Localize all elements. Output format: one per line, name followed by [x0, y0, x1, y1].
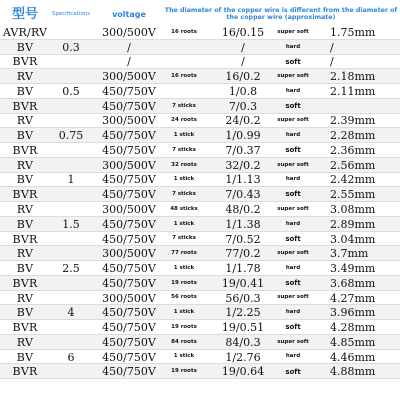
model-cell: BVR: [12, 365, 38, 379]
strand-count-cell: 84 roots: [171, 338, 197, 345]
strand-count-cell: 1 stick: [173, 132, 195, 139]
outer-diameter-cell: 2.11mm: [330, 84, 376, 98]
specification-cell: 0.75: [58, 129, 84, 143]
model-cell: RV: [16, 247, 34, 261]
specification-cell: 6: [67, 350, 75, 364]
softness-cell: super soft: [277, 294, 309, 301]
outer-diameter-cell: 2.56mm: [330, 158, 376, 172]
outer-diameter-cell: /: [330, 40, 334, 54]
outer-diameter-cell: 3.49mm: [330, 262, 376, 276]
softness-cell: super soft: [277, 28, 309, 35]
voltage-cell: 450/750V: [102, 262, 156, 276]
specification-cell: 1: [67, 173, 75, 187]
outer-diameter-cell: 2.36mm: [330, 143, 376, 157]
model-cell: AVR/RV: [2, 25, 48, 39]
model-cell: BV: [16, 262, 34, 276]
softness-cell: super soft: [277, 117, 309, 124]
strand-count-cell: 19 roots: [171, 323, 197, 330]
voltage-cell: 300/500V: [102, 247, 156, 261]
softness-cell: soft: [285, 101, 301, 110]
voltage-cell: 300/500V: [102, 202, 156, 216]
model-cell: BVR: [12, 276, 38, 290]
strand-count-cell: 7 sticks: [172, 235, 196, 242]
model-cell: RV: [16, 202, 34, 216]
voltage-cell: 450/750V: [102, 84, 156, 98]
wire-diameter-cell: 56/0.3: [225, 291, 261, 305]
specification-cell: 1.5: [62, 217, 80, 231]
softness-cell: soft: [285, 57, 301, 66]
voltage-cell: 300/500V: [102, 70, 156, 84]
outer-diameter-cell: 4.28mm: [330, 321, 376, 335]
softness-cell: hard: [285, 220, 301, 227]
softness-cell: super soft: [277, 205, 309, 212]
outer-diameter-cell: 4.46mm: [330, 350, 376, 364]
outer-diameter-cell: 2.55mm: [330, 188, 376, 202]
wire-diameter-cell: 77/0.2: [225, 247, 261, 261]
model-cell: RV: [16, 335, 34, 349]
voltage-cell: 300/500V: [102, 291, 156, 305]
voltage-cell: 450/750V: [102, 99, 156, 113]
strand-count-cell: [160, 40, 208, 55]
voltage-cell: /: [127, 40, 131, 54]
voltage-cell: 300/500V: [102, 158, 156, 172]
voltage-cell: /: [127, 55, 131, 69]
model-cell: BV: [16, 350, 34, 364]
softness-cell: soft: [285, 146, 301, 155]
softness-cell: hard: [285, 176, 301, 183]
model-cell: RV: [16, 291, 34, 305]
outer-diameter-cell: 1.75mm: [330, 25, 376, 39]
wire-diameter-cell: 1/1.78: [225, 262, 261, 276]
softness-cell: hard: [285, 132, 301, 139]
strand-count-cell: 7 sticks: [172, 146, 196, 153]
outer-diameter-cell: 2.28mm: [330, 129, 376, 143]
wire-diameter-cell: 19/0.51: [221, 321, 265, 335]
wire-diameter-cell: /: [241, 40, 245, 54]
model-cell: BVR: [12, 232, 38, 246]
specification-cell: 0.5: [62, 84, 80, 98]
model-cell: RV: [16, 114, 34, 128]
softness-cell: soft: [285, 234, 301, 243]
model-cell: BVR: [12, 188, 38, 202]
wire-diameter-cell: /: [241, 55, 245, 69]
wire-diameter-cell: 7/0.43: [225, 188, 261, 202]
softness-cell: soft: [285, 367, 301, 376]
outer-diameter-cell: 3.7mm: [330, 247, 369, 261]
strand-count-cell: 48 sticks: [170, 205, 198, 212]
outer-diameter-cell: /: [330, 55, 334, 69]
softness-cell: hard: [285, 87, 301, 94]
softness-cell: soft: [285, 278, 301, 287]
voltage-cell: 450/750V: [102, 217, 156, 231]
outer-diameter-cell: 2.39mm: [330, 114, 376, 128]
wire-diameter-cell: 1/2.25: [225, 306, 261, 320]
voltage-cell: 450/750V: [102, 350, 156, 364]
voltage-cell: 450/750V: [102, 365, 156, 379]
model-cell: BVR: [12, 55, 38, 69]
wire-diameter-cell: 7/0.3: [228, 99, 258, 113]
voltage-cell: 450/750V: [102, 129, 156, 143]
softness-cell: hard: [285, 43, 301, 50]
strand-count-cell: 7 sticks: [172, 191, 196, 198]
strand-count-cell: 56 roots: [171, 294, 197, 301]
model-cell: BVR: [12, 143, 38, 157]
voltage-cell: 450/750V: [102, 306, 156, 320]
wire-diameter-cell: 7/0.52: [225, 232, 261, 246]
softness-cell: soft: [285, 190, 301, 199]
outer-diameter-cell: 2.42mm: [330, 173, 376, 187]
softness-cell: soft: [285, 323, 301, 332]
outer-diameter-cell: 4.85mm: [330, 335, 376, 349]
voltage-cell: 300/500V: [102, 25, 156, 39]
voltage-column-header: voltage: [112, 9, 146, 19]
outer-diameter-cell: 3.04mm: [330, 232, 376, 246]
softness-cell: super soft: [277, 161, 309, 168]
model-cell: BV: [16, 40, 34, 54]
specification-cell: 2.5: [62, 262, 80, 276]
strand-count-cell: 16 roots: [171, 28, 197, 35]
strand-count-cell: 77 roots: [171, 250, 197, 257]
wire-diameter-cell: 1/0.8: [228, 84, 258, 98]
strand-count-cell: 1 stick: [173, 220, 195, 227]
softness-cell: hard: [285, 309, 301, 316]
wire-diameter-cell: 1/0.99: [225, 129, 261, 143]
strand-count-cell: 32 roots: [171, 161, 197, 168]
diameter-column-header: The diameter of the copper wire is different from the diameter of the copper wire (approximate): [164, 7, 398, 21]
softness-cell: super soft: [277, 338, 309, 345]
outer-diameter-cell: 3.08mm: [330, 202, 376, 216]
voltage-cell: 450/750V: [102, 335, 156, 349]
outer-diameter-cell: 2.89mm: [330, 217, 376, 231]
model-cell: BV: [16, 306, 34, 320]
outer-diameter-cell: 4.88mm: [330, 365, 376, 379]
voltage-cell: 300/500V: [102, 114, 156, 128]
wire-diameter-cell: 24/0.2: [225, 114, 261, 128]
outer-diameter-cell: 4.27mm: [330, 291, 376, 305]
model-cell: BVR: [12, 321, 38, 335]
voltage-cell: 450/750V: [102, 188, 156, 202]
wire-diameter-cell: 48/0.2: [225, 202, 261, 216]
strand-count-cell: 7 sticks: [172, 102, 196, 109]
voltage-cell: 450/750V: [102, 276, 156, 290]
model-cell: BVR: [12, 99, 38, 113]
strand-count-cell: 19 roots: [171, 368, 197, 375]
strand-count-cell: [160, 84, 208, 99]
wire-diameter-cell: 16/0.2: [225, 70, 261, 84]
softness-cell: hard: [285, 353, 301, 360]
softness-cell: super soft: [277, 73, 309, 80]
strand-count-cell: 1 stick: [173, 353, 195, 360]
strand-count-cell: 19 roots: [171, 279, 197, 286]
strand-count-cell: 1 stick: [173, 309, 195, 316]
outer-diameter-cell: [320, 99, 400, 114]
model-cell: RV: [16, 158, 34, 172]
model-cell: BV: [16, 84, 34, 98]
softness-cell: hard: [285, 264, 301, 271]
wire-diameter-cell: 19/0.64: [221, 365, 265, 379]
strand-count-cell: 16 roots: [171, 73, 197, 80]
wire-diameter-cell: 19/0.41: [221, 276, 265, 290]
outer-diameter-cell: 3.68mm: [330, 276, 376, 290]
wire-diameter-cell: 16/0.15: [221, 25, 265, 39]
model-cell: BV: [16, 217, 34, 231]
outer-diameter-cell: 2.18mm: [330, 70, 376, 84]
voltage-cell: 450/750V: [102, 232, 156, 246]
voltage-cell: 450/750V: [102, 321, 156, 335]
voltage-cell: 450/750V: [102, 143, 156, 157]
model-cell: BV: [16, 129, 34, 143]
specifications-column-header: Specifications: [51, 11, 91, 18]
wire-diameter-cell: 84/0.3: [225, 335, 261, 349]
specification-cell: 4: [67, 306, 75, 320]
wire-diameter-cell: 1/1.13: [225, 173, 261, 187]
softness-cell: super soft: [277, 250, 309, 257]
model-cell: RV: [16, 70, 34, 84]
strand-count-cell: 24 roots: [171, 117, 197, 124]
strand-count-cell: [160, 55, 208, 70]
wire-diameter-cell: 1/1.38: [225, 217, 261, 231]
specification-cell: 0.3: [62, 40, 80, 54]
wire-diameter-cell: 32/0.2: [225, 158, 261, 172]
voltage-cell: 450/750V: [102, 173, 156, 187]
strand-count-cell: 1 stick: [173, 264, 195, 271]
wire-diameter-cell: 7/0.37: [225, 143, 261, 157]
outer-diameter-cell: 3.96mm: [330, 306, 376, 320]
model-column-header: 型号: [11, 7, 38, 23]
strand-count-cell: 1 stick: [173, 176, 195, 183]
model-cell: BV: [16, 173, 34, 187]
wire-diameter-cell: 1/2.76: [225, 350, 261, 364]
